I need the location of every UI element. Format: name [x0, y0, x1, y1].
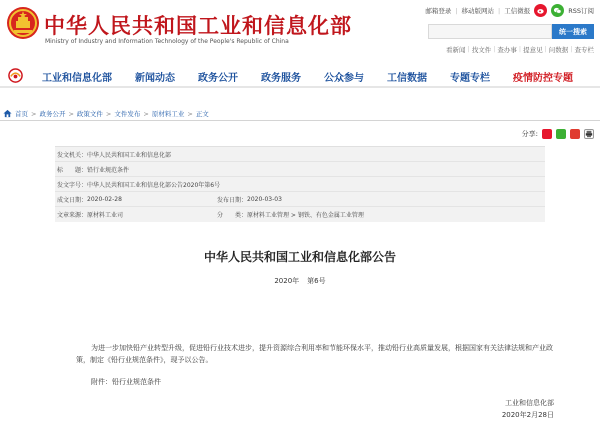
nav-item-home[interactable]: 工业和信息化部 — [42, 73, 112, 84]
doc-no-value: 中华人民共和国工业和信息化部公告2020年第6号 — [87, 181, 221, 189]
share-print-icon[interactable] — [584, 129, 594, 139]
breadcrumb-home[interactable]: 首页 — [15, 110, 28, 118]
created-key: 成文日期： — [57, 196, 88, 204]
email-login-link[interactable]: 邮箱登录 — [425, 7, 452, 15]
article-sign-date: 2020年2月28日 — [501, 411, 554, 419]
published-value: 2020-03-03 — [247, 195, 282, 203]
top-links: 邮箱登录 | 移动版网站 | 工信微报 RSS订阅 — [425, 4, 594, 17]
search-input[interactable] — [428, 24, 552, 39]
document-meta-table — [55, 146, 545, 222]
wechat-icon[interactable] — [551, 4, 564, 17]
quick-link-news[interactable]: 看新闻 — [445, 46, 466, 54]
meta-row-dates — [55, 192, 545, 207]
article-signer: 工业和信息化部 — [505, 399, 554, 407]
main-nav — [0, 64, 600, 88]
mobile-site-link[interactable]: 移动版网站 — [461, 7, 495, 15]
breadcrumb: 首页 > 政务公开 > 政策文件 > 文件发布 > 原材料工业 > 正文 — [3, 109, 209, 118]
meta-row-issuer — [55, 147, 545, 162]
site-title[interactable]: 中华人民共和国工业和信息化部 — [44, 14, 352, 38]
doc-no-key: 发文字号： — [57, 181, 88, 189]
nav-item-topics[interactable]: 专题专栏 — [450, 73, 490, 84]
nav-item-news[interactable]: 新闻动态 — [135, 73, 175, 84]
category-value[interactable]: 原材料工业管理 > 钢铁、有色金属工业管理 — [247, 212, 364, 219]
share-label: 分享: — [521, 130, 538, 138]
breadcrumb-divider — [0, 120, 600, 121]
site-subtitle: Ministry of Industry and Information Technology of the People's Republic of China — [45, 38, 289, 45]
nav-item-data[interactable]: 工信数据 — [387, 73, 427, 84]
breadcrumb-file-release[interactable]: 文件发布 — [114, 110, 141, 118]
weibo-icon[interactable] — [534, 4, 547, 17]
meta-row-title — [55, 162, 545, 177]
share-weibo-icon[interactable] — [542, 129, 552, 139]
meta-row-doc-no — [55, 177, 545, 192]
nav-item-services[interactable]: 政务服务 — [261, 73, 301, 84]
breadcrumb-policy-files[interactable]: 政策文件 — [76, 110, 103, 118]
source-key: 文章来源： — [57, 212, 88, 219]
article-title: 中华人民共和国工业和信息化部公告 — [203, 250, 396, 264]
meta-row-source — [55, 207, 545, 222]
search-bar — [428, 24, 594, 39]
quick-link-files[interactable]: 找文件 — [471, 46, 492, 54]
share-wechat-icon[interactable] — [556, 129, 566, 139]
title-key: 标 题： — [57, 166, 88, 174]
share-bar — [522, 129, 594, 139]
title-value: 铅行业规范条件 — [87, 166, 130, 174]
article-attachment[interactable]: 附件：铅行业规范条件 — [91, 378, 161, 386]
article-body: 为进一步加快铅产业转型升级，促进铅行业技术进步，提升资源综合利用率和节能环保水平，推动铅行业高质量发展，根据国家有关法律法规和产业政策，制定《铅行业规范条件》，现予以公告。 — [76, 344, 553, 364]
home-icon[interactable] — [3, 109, 12, 118]
published-key: 发布日期： — [217, 196, 248, 204]
breadcrumb-raw-materials[interactable]: 原材料工业 — [151, 110, 185, 118]
quick-link-columns[interactable]: 查专栏 — [574, 46, 594, 54]
site-header — [0, 0, 600, 62]
category-key: 分 类： — [217, 212, 248, 219]
quick-link-data[interactable]: 问数据 — [548, 46, 569, 54]
emblem-icon[interactable] — [6, 6, 40, 40]
wechat-report-link[interactable]: 工信微报 — [504, 7, 531, 15]
search-button[interactable]: 统一搜索 — [552, 24, 594, 39]
created-value: 2020-02-28 — [87, 195, 122, 203]
breadcrumb-current: 正文 — [195, 110, 209, 118]
issuer-value: 中华人民共和国工业和信息化部 — [87, 151, 172, 159]
breadcrumb-gov-affairs[interactable]: 政务公开 — [39, 110, 66, 118]
ministry-logo-icon[interactable] — [8, 68, 23, 83]
share-qzone-icon[interactable] — [570, 129, 580, 139]
article-year: 2020年 — [274, 277, 300, 285]
nav-item-epidemic[interactable]: 疫情防控专题 — [513, 73, 573, 84]
source-value: 原材料工业司 — [87, 212, 124, 219]
article-issue: 第6号 — [307, 277, 326, 285]
issuer-key: 发文机关： — [57, 151, 88, 159]
quick-link-feedback[interactable]: 提意见 — [523, 46, 543, 54]
quick-link-services[interactable]: 查办事 — [497, 46, 517, 54]
article-number — [0, 276, 600, 286]
quick-links: 看新闻 | 找文件 | 查办事 | 提意见 | 问数据 | 查专栏 — [445, 45, 594, 54]
nav-item-gov-affairs[interactable]: 政务公开 — [198, 73, 238, 84]
nav-item-participation[interactable]: 公众参与 — [324, 73, 364, 84]
rss-link[interactable]: RSS订阅 — [568, 7, 594, 15]
